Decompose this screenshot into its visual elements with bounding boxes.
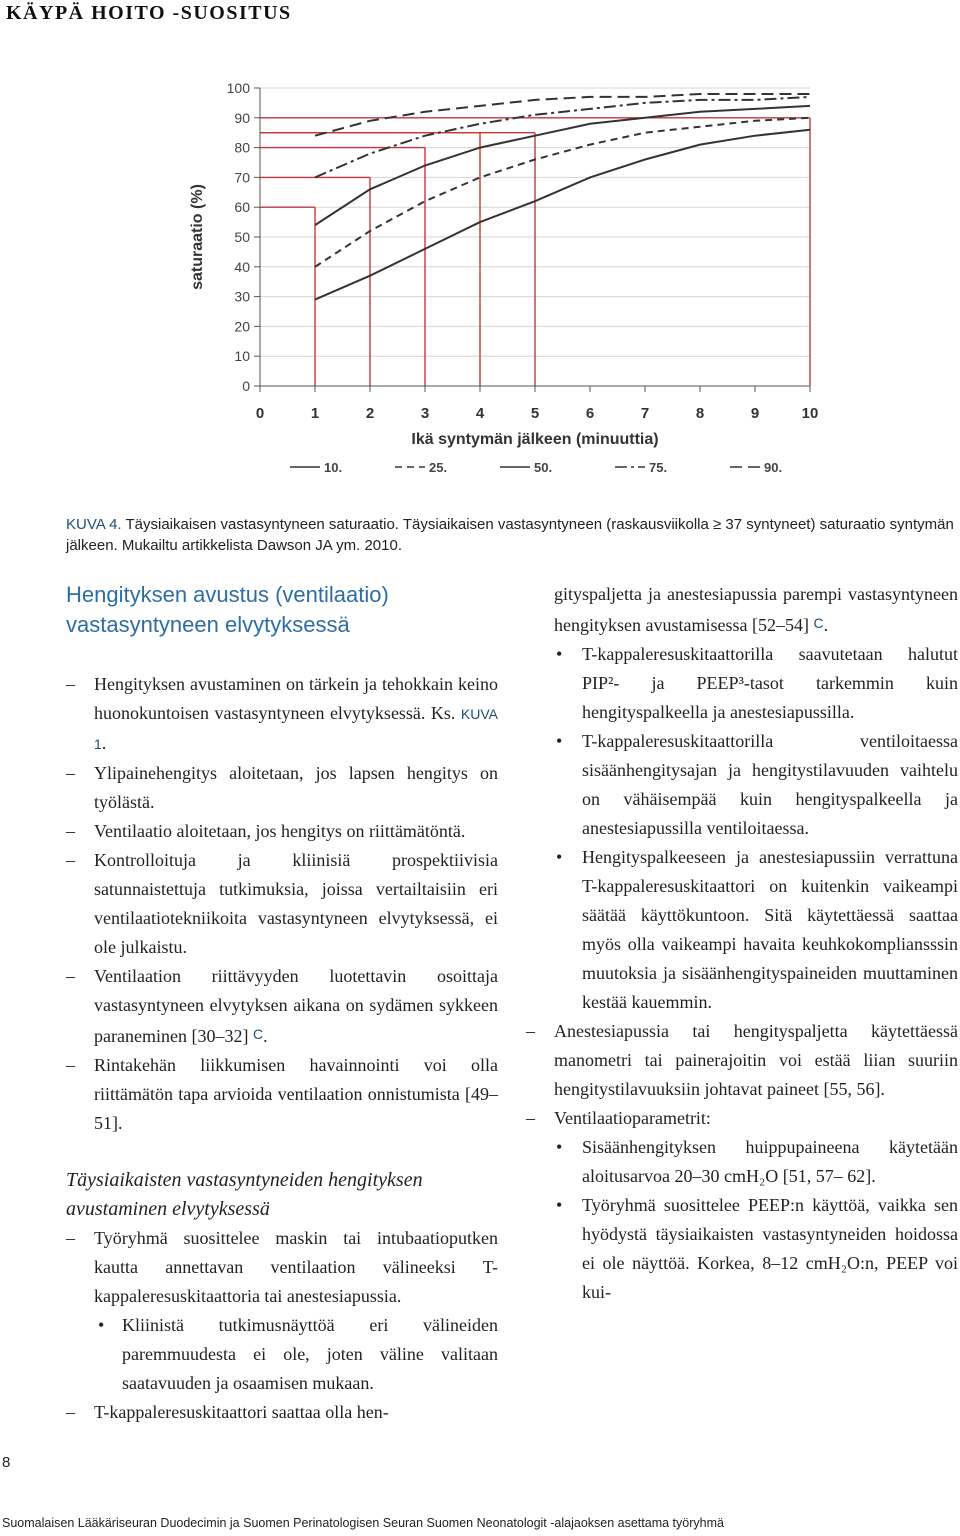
dash-marker: –: [526, 1108, 535, 1128]
dash-marker: –: [66, 821, 75, 841]
legend-label: 75.: [649, 460, 668, 475]
list-item: – Ylipainehengitys aloitetaan, jos lapsen hengitys on työlästä.: [66, 759, 498, 817]
list-item: – Hengityksen avustaminen on tärkein ja tehokkain keino huonokuntoisen vastasyntyneen elvytyksessä. Ks. KUVA 1.: [66, 670, 498, 759]
chart-series: [315, 94, 810, 300]
dash-marker: –: [526, 1021, 535, 1041]
x-tick-label: 0: [255, 405, 265, 422]
list-item: – Ventilaatioparametrit:: [526, 1104, 958, 1133]
legend-label: 50.: [534, 460, 553, 475]
dash-marker: –: [66, 1402, 75, 1422]
saturation-chart: [180, 70, 840, 490]
sub-list-item: • Kliinistä tutkimusnäyttöä eri välineiden paremmuudesta ei ole, joten väline valitaan saatavuuden ja osaamisen mukaan.: [66, 1311, 498, 1398]
list-item: – Ventilaatio aloitetaan, jos hengitys on riittämätöntä.: [66, 817, 498, 846]
right-column: [526, 580, 958, 1307]
chart-legend: [290, 460, 782, 475]
sub-list-item: • Sisäänhengityksen huippupaineena käytetään aloitusarvoa 20–30 cmH₂O [51, 57– 62].: [526, 1133, 958, 1191]
x-tick-label: 5: [530, 405, 540, 422]
list-item: – Anestesiapussia tai hengityspaljetta käytettäessä manometri tai painerajoitin voi estää liian suuriin hengitystilavuuksiin johtavat paineet [55, 56].: [526, 1017, 958, 1104]
x-tick-label: 8: [695, 405, 705, 422]
subheading: Täysiaikaisten vastasyntyneiden hengityksen avustaminen elvytyksessä: [66, 1169, 423, 1220]
x-tick-label: 1: [310, 405, 320, 422]
x-tick-label: 3: [420, 405, 430, 422]
list-item: – Rintakehän liikkumisen havainnointi voi olla riittämätön tapa arvioida ventilaation onnistumista [49–51].: [66, 1051, 498, 1138]
page-number: 8: [2, 1454, 11, 1471]
x-tick-label: 9: [750, 405, 760, 422]
y-tick-label: 10: [234, 348, 250, 365]
caption-label: KUVA 4.: [66, 516, 122, 533]
section-title: Hengityksen avustus (ventilaatio) vastasyntyneen elvytyksessä: [66, 582, 389, 637]
sub-list-item: • Työryhmä suosittelee PEEP:n käyttöä, vaikka sen hyödystä täysiaikaisten vastasyntyneiden hoidossa ei ole näyttöä. Korkea, 8–12 cmH₂O:n, PEEP voi kui-: [526, 1191, 958, 1307]
y-tick-label: 70: [234, 169, 250, 186]
bullet-marker: •: [98, 1315, 105, 1335]
x-tick-label: 2: [365, 405, 375, 422]
figure-reference: KUVA 1: [94, 706, 498, 752]
dash-marker: –: [66, 1228, 75, 1248]
y-tick-label: 80: [234, 139, 250, 156]
x-axis-label: Ikä syntymän jälkeen (minuuttia): [411, 431, 659, 448]
caption-text: Täysiaikaisen vastasyntyneen saturaatio. Täysiaikaisen vastasyntyneen (raskausviikolla ≥ 37 syntyneet) saturaatio syntymän jälkeen. Mukailtu artikkelista Dawson JA ym. 2010.: [66, 516, 954, 554]
sub-list-item: • T-kappaleresuskitaattorilla ventiloitaessa sisäänhengitysajan ja hengitystilavuuden vaihtelu on vähäisempää kuin hengityspalkeella ja anestesiapussilla ventiloitaessa.: [526, 727, 958, 843]
sub-list-item: • T-kappaleresuskitaattorilla saavutetaan halutut PIP²- ja PEEP³-tasot tarkemmin kuin hengityspalkeella ja anestesiapussilla.: [526, 640, 958, 727]
y-tick-label: 30: [234, 288, 250, 305]
list-item: – Kontrolloituja ja kliinisiä prospektiivisia satunnaistettuja tutkimuksia, joissa vertailtaisiin eri ventilaatiotekniikoita vastasyntyneen elvytyksessä, ei ole julkaistu.: [66, 846, 498, 962]
bullet-marker: •: [556, 1137, 563, 1157]
bullet-marker: •: [556, 1195, 563, 1215]
dash-marker: –: [66, 966, 75, 986]
y-tick-label: 20: [234, 318, 250, 335]
series-line: [315, 118, 810, 267]
x-tick-label: 6: [585, 405, 595, 422]
y-tick-label: 90: [234, 109, 250, 126]
y-tick-label: 0: [242, 378, 250, 394]
dash-marker: –: [66, 1055, 75, 1075]
x-tick-label: 4: [475, 405, 485, 422]
list-item: – Työryhmä suosittelee maskin tai intubaatioputken kautta annettavan ventilaation välineeksi T-kappaleresuskitaattoria tai anestesiapussia.: [66, 1224, 498, 1311]
x-tick-label: 10: [801, 405, 819, 422]
chart-axes: [189, 80, 818, 448]
sub-list-item: • Hengityspalkeeseen ja anestesiapussiin verrattuna T-kappaleresuskitaattori on kuitenkin vaikeampi säätää käyttökuntoon. Sitä käytettäessä saattaa myös olla vaikeampi havaita keuhkokompliansssin muutoksia ja sisäänhengityspaineiden muuttaminen kestää kauemmin.: [526, 843, 958, 1017]
legend-label: 10.: [324, 460, 343, 475]
series-line: [315, 130, 810, 300]
evidence-level: C: [813, 615, 824, 631]
dash-marker: –: [66, 850, 75, 870]
x-tick-label: 7: [640, 405, 650, 422]
y-tick-label: 40: [234, 258, 250, 275]
dash-marker: –: [66, 763, 75, 783]
y-tick-label: 60: [234, 199, 250, 216]
list-item: – Ventilaation riittävyyden luotettavin osoittaja vastasyntyneen elvytyksen aikana on sydämen sykkeen paraneminen [30–32] C.: [66, 962, 498, 1051]
dash-marker: –: [66, 674, 75, 694]
evidence-level: C: [252, 1026, 264, 1042]
bullet-marker: •: [556, 847, 563, 867]
list-item: – T-kappaleresuskitaattori saattaa olla hen-: [66, 1398, 498, 1427]
legend-label: 25.: [429, 460, 448, 475]
continued-text: gityspaljetta ja anestesiapussia parempi vastasyntyneen hengityksen avustamisessa [52–54] C.: [554, 584, 958, 635]
bullet-marker: •: [556, 731, 563, 751]
y-axis-label: saturaatio (%): [189, 184, 206, 290]
left-column: [66, 670, 498, 1427]
y-tick-label: 100: [226, 80, 250, 96]
figure-caption: [66, 514, 956, 556]
y-tick-label: 50: [234, 229, 250, 245]
chart-reference-lines: [260, 118, 810, 386]
legend-label: 90.: [764, 460, 783, 475]
page-footer: Suomalaisen Lääkäriseuran Duodecimin ja Suomen Perinatologisen Seuran Suomen Neonatologit -alajaoksen asettama työryhmä: [2, 1516, 724, 1530]
bullet-marker: •: [556, 644, 563, 664]
running-header: KÄYPÄ HOITO -SUOSITUS: [6, 2, 292, 24]
